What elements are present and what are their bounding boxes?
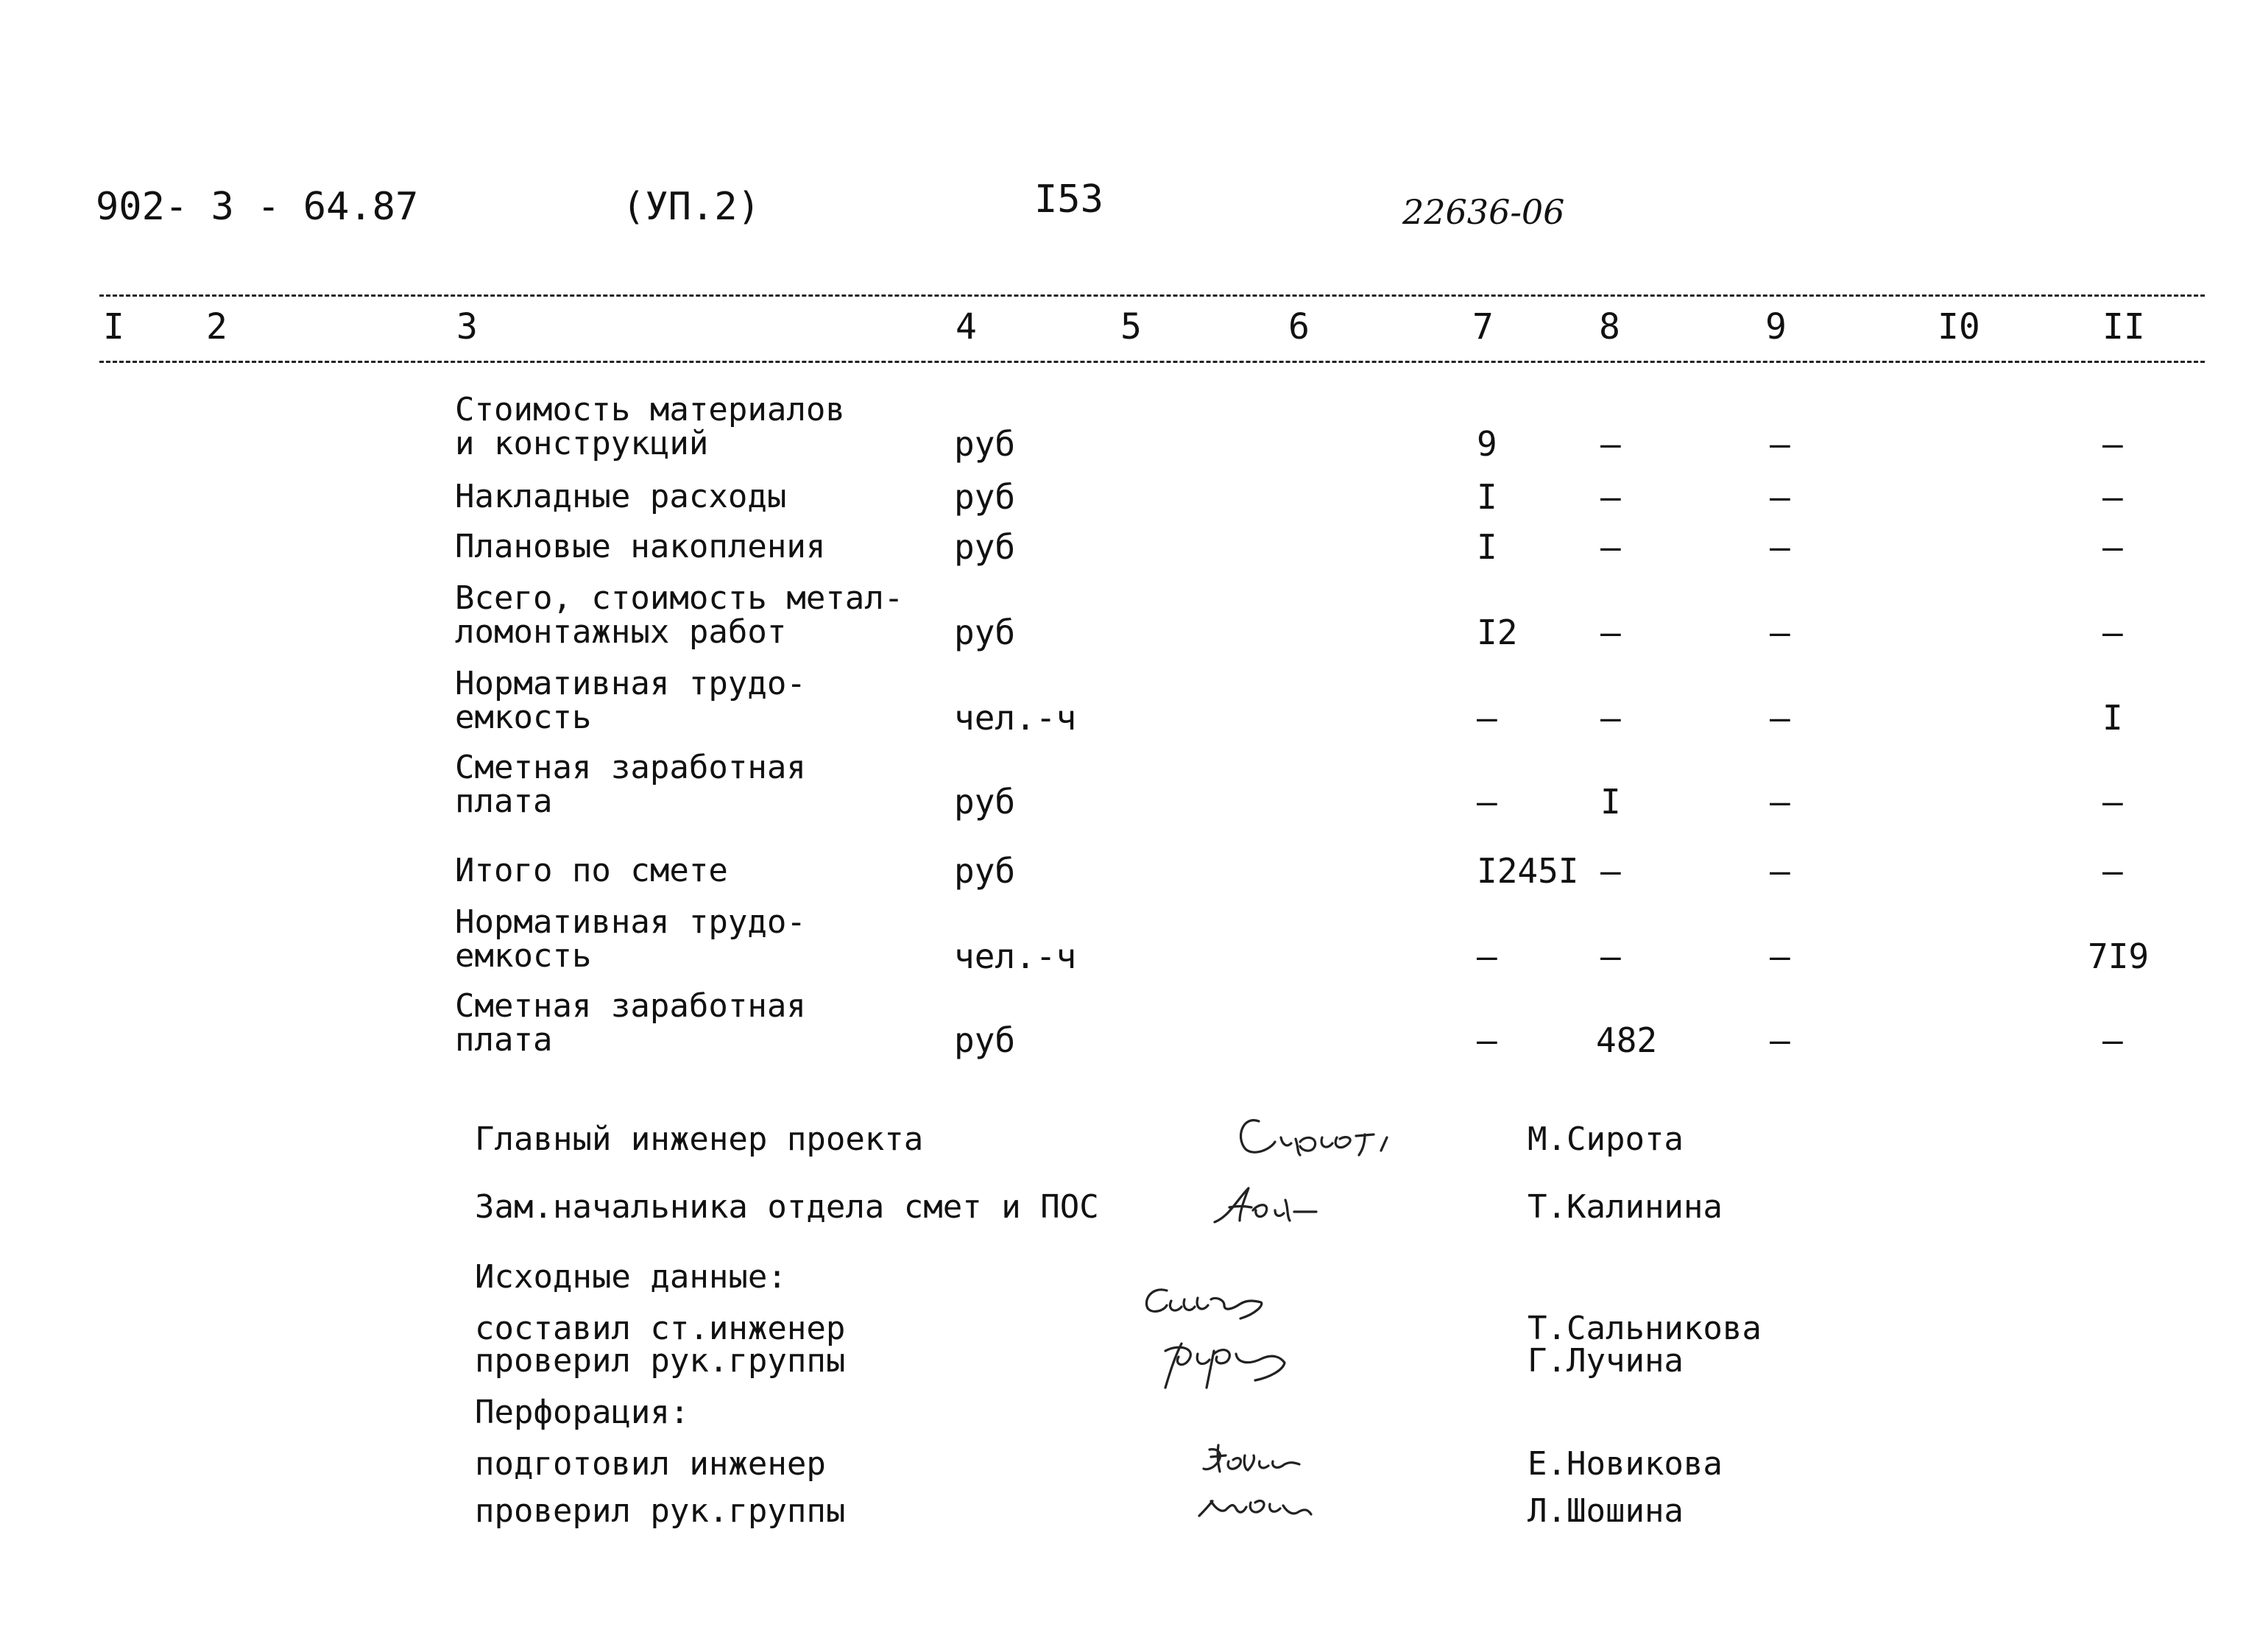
row-label: Стоимость материалов — [455, 391, 845, 428]
unit-cell: руб — [954, 477, 1016, 517]
col9-cell: – — [1770, 698, 1790, 738]
col9-cell: – — [1770, 527, 1790, 567]
row-label: Нормативная трудо- — [455, 903, 806, 941]
col11-cell: – — [2102, 782, 2123, 822]
unit-cell: руб — [954, 613, 1016, 652]
unit-cell: чел.-ч — [954, 936, 1077, 976]
col8-cell: – — [1600, 477, 1621, 517]
column-number: I — [103, 306, 124, 347]
column-number: 2 — [206, 306, 227, 347]
chief-engineer-name: М.Сирота — [1528, 1120, 1684, 1158]
page-number: I53 — [1034, 177, 1103, 222]
row-label: плата — [455, 1021, 553, 1059]
checked-by-title: проверил рук.группы — [475, 1342, 846, 1380]
table-header-bottom-rule — [99, 361, 2205, 363]
col11-cell: – — [2102, 851, 2123, 891]
col11-cell: – — [2102, 477, 2123, 517]
deputy-name: Т.Калинина — [1528, 1188, 1723, 1226]
prepared-by-signature — [1196, 1439, 1358, 1535]
col11-cell: – — [2102, 527, 2123, 567]
col7-cell: 9 — [1477, 424, 1497, 464]
col7-cell: I245I — [1477, 851, 1579, 891]
col8-cell: I — [1600, 782, 1621, 822]
column-number: 3 — [456, 306, 478, 347]
archive-number: 22636-06 — [1402, 192, 1565, 232]
checked-by-name-2: Л.Шошина — [1528, 1492, 1684, 1530]
column-number: 7 — [1472, 306, 1494, 347]
col9-cell: – — [1770, 613, 1790, 652]
unit-cell: руб — [954, 782, 1016, 822]
col9-cell: – — [1770, 782, 1790, 822]
col11-cell: 7I9 — [2088, 936, 2150, 976]
column-number: 9 — [1765, 306, 1787, 347]
unit-cell: чел.-ч — [954, 698, 1077, 738]
unit-cell: руб — [954, 527, 1016, 567]
compiled-by-title: составил ст.инженер — [475, 1310, 846, 1347]
chief-engineer-signature — [1229, 1108, 1450, 1167]
compiled-by-name: Т.Сальникова — [1528, 1310, 1762, 1347]
col8-cell: – — [1600, 698, 1621, 738]
col7-cell: – — [1477, 782, 1497, 822]
row-label: ломонтажных работ — [455, 613, 787, 651]
col11-cell: – — [2102, 1020, 2123, 1060]
col8-cell: – — [1600, 613, 1621, 652]
col7-cell: I — [1477, 527, 1497, 567]
col8-cell: 482 — [1596, 1020, 1658, 1060]
row-label: Сметная заработная — [455, 749, 806, 786]
checked-by-title-2: проверил рук.группы — [475, 1492, 846, 1530]
col9-cell: – — [1770, 936, 1790, 976]
row-label: Плановые накопления — [455, 528, 826, 565]
column-number: 4 — [956, 306, 977, 347]
document-code: 902- 3 - 64.87 — [96, 185, 419, 229]
row-label: плата — [455, 783, 553, 820]
unit-cell: руб — [954, 424, 1016, 464]
compiled-by-signature — [1137, 1277, 1358, 1402]
source-data-heading: Исходные данные: — [475, 1258, 787, 1296]
row-label: Накладные расходы — [455, 478, 787, 515]
row-label: емкость — [455, 699, 592, 736]
col8-cell: – — [1600, 424, 1621, 464]
col8-cell: – — [1600, 936, 1621, 976]
column-number: 6 — [1288, 306, 1310, 347]
col11-cell: I — [2102, 698, 2123, 738]
row-label: Итого по смете — [455, 852, 728, 889]
col8-cell: – — [1600, 527, 1621, 567]
unit-cell: руб — [954, 851, 1016, 891]
col9-cell: – — [1770, 477, 1790, 517]
column-number: I0 — [1938, 306, 1980, 347]
prepared-by-name: Е.Новикова — [1528, 1445, 1723, 1483]
chief-engineer-title: Главный инженер проекта — [475, 1120, 924, 1158]
deputy-title: Зам.начальника отдела смет и ПОС — [475, 1188, 1099, 1226]
row-label: Сметная заработная — [455, 987, 806, 1025]
col9-cell: – — [1770, 851, 1790, 891]
col7-cell: – — [1477, 1020, 1497, 1060]
checked-by-name: Г.Лучина — [1528, 1342, 1684, 1380]
col7-cell: – — [1477, 698, 1497, 738]
column-number: 8 — [1599, 306, 1620, 347]
col9-cell: – — [1770, 424, 1790, 464]
col8-cell: – — [1600, 851, 1621, 891]
row-label: и конструкций — [455, 425, 709, 462]
col11-cell: – — [2102, 613, 2123, 652]
table-header-top-rule — [99, 294, 2205, 297]
unit-cell: руб — [954, 1020, 1016, 1060]
col11-cell: – — [2102, 424, 2123, 464]
row-label: емкость — [455, 937, 592, 975]
col7-cell: I2 — [1477, 613, 1518, 652]
col7-cell: – — [1477, 936, 1497, 976]
prepared-by-title: подготовил инженер — [475, 1445, 826, 1483]
deputy-signature — [1207, 1178, 1369, 1229]
row-label: Нормативная трудо- — [455, 665, 806, 702]
column-number: II — [2102, 306, 2145, 347]
perforation-heading: Перфорация: — [475, 1394, 690, 1431]
section-code: (УП.2) — [622, 185, 760, 229]
col9-cell: – — [1770, 1020, 1790, 1060]
row-label: Всего, стоимость метал- — [455, 579, 904, 617]
column-number: 5 — [1120, 306, 1142, 347]
col7-cell: I — [1477, 477, 1497, 517]
